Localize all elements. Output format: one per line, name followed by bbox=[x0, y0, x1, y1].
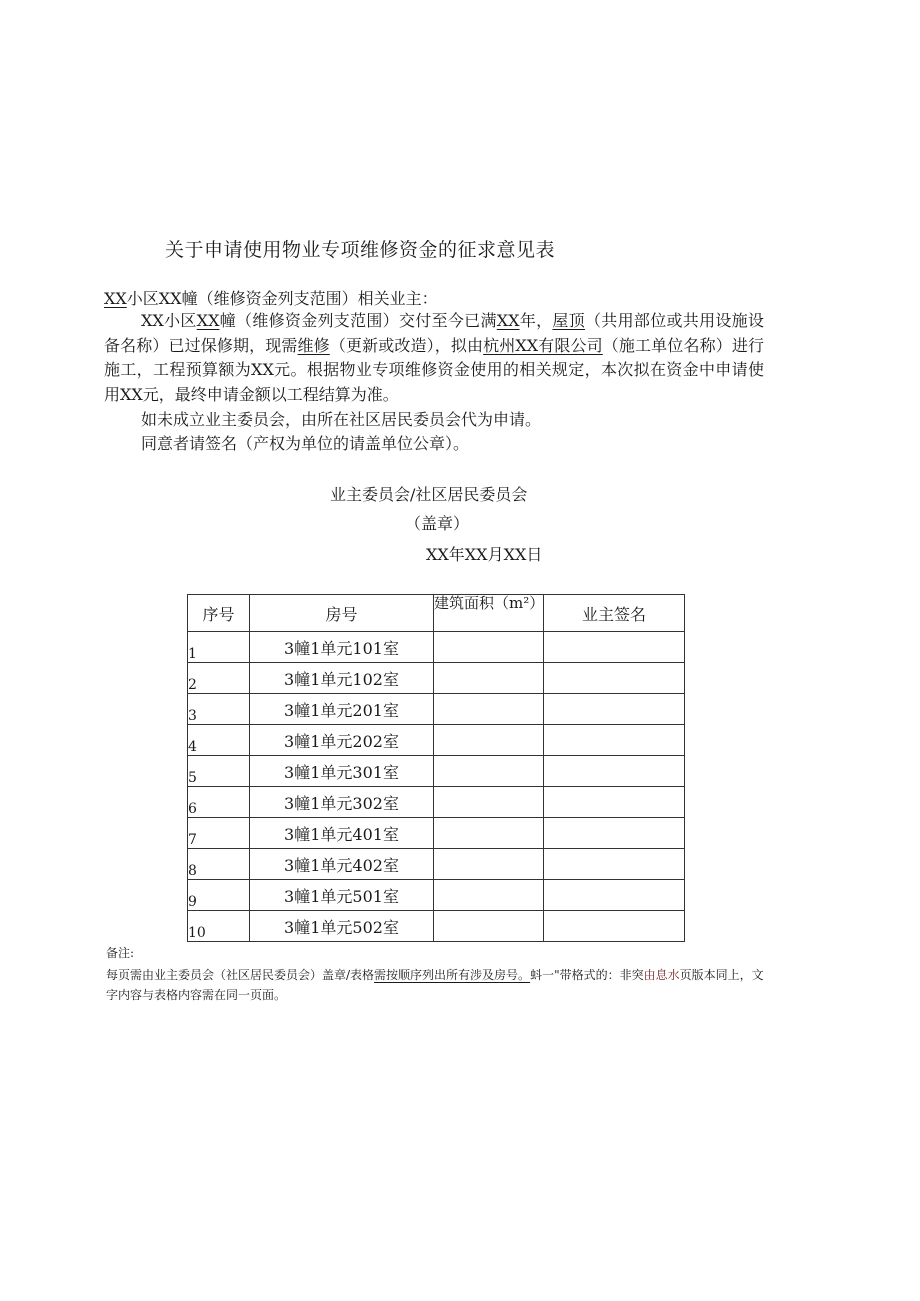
cell-area bbox=[434, 880, 544, 911]
signature-date: XX年XX月XX日 bbox=[426, 545, 543, 564]
header-room: 房号 bbox=[250, 595, 434, 632]
p1-text-3: 年， bbox=[519, 311, 553, 330]
cell-no: 6 bbox=[188, 787, 250, 818]
cell-room: 3幢1单元502室 bbox=[250, 911, 434, 942]
page-title: 关于申请使用物业专项维修资金的征求意见表 bbox=[165, 239, 556, 261]
cell-sign bbox=[544, 818, 685, 849]
table-row bbox=[188, 818, 685, 849]
addressee-line bbox=[104, 286, 438, 309]
owner-signature-table bbox=[187, 594, 685, 942]
signature-organization: 业主委员会/社区居民委员会 bbox=[330, 485, 528, 504]
cell-no: 8 bbox=[188, 849, 250, 880]
cell-room: 3幢1单元202室 bbox=[250, 725, 434, 756]
cell-no: 3 bbox=[188, 694, 250, 725]
cell-area bbox=[434, 756, 544, 787]
note-text-2: 蚪一"带格式的：非突 bbox=[530, 968, 644, 982]
paragraph-signature-note: 同意者请签名（产权为单位的请盖单位公章）。 bbox=[141, 434, 470, 453]
cell-no: 4 bbox=[188, 725, 250, 756]
p1-contractor-field: 杭州XX有限公司 bbox=[483, 335, 603, 355]
cell-area bbox=[434, 632, 544, 663]
p1-text-5: （更新或改造），拟由 bbox=[329, 335, 484, 355]
header-area: 建筑面积（m²） bbox=[434, 595, 544, 632]
cell-room: 3幢1单元201室 bbox=[250, 694, 434, 725]
cell-no: 7 bbox=[188, 818, 250, 849]
addressee-text: 小区XX幢（维修资金列支范围）相关业主： bbox=[126, 289, 438, 308]
cell-room: 3幢1单元302室 bbox=[250, 787, 434, 818]
cell-area bbox=[434, 849, 544, 880]
table-row bbox=[188, 880, 685, 911]
cell-room: 3幢1单元401室 bbox=[250, 818, 434, 849]
cell-sign bbox=[544, 756, 685, 787]
cell-room: 3幢1单元101室 bbox=[250, 632, 434, 663]
p1-text-1: XX小区 bbox=[141, 311, 197, 330]
cell-sign bbox=[544, 632, 685, 663]
cell-area bbox=[434, 725, 544, 756]
note-highlight: 由息水 bbox=[643, 968, 680, 982]
cell-no: 2 bbox=[188, 663, 250, 694]
p1-text-6: （施工单位名称）进行施工，工程预算额为XX元。根据物业专项维修资金使用的相关规定，本次拟在资金中申请使用XX元，最终申请金额以工程结算为准。 bbox=[104, 335, 764, 404]
cell-room: 3幢1单元501室 bbox=[250, 880, 434, 911]
addressee-community: XX bbox=[104, 289, 127, 308]
cell-room: 3幢1单元402室 bbox=[250, 849, 434, 880]
header-sign: 业主签名 bbox=[544, 595, 685, 632]
cell-no: 5 bbox=[188, 756, 250, 787]
table-row bbox=[188, 694, 685, 725]
note-underlined: 需按顺序列出所有涉及房号。 bbox=[374, 968, 531, 982]
cell-sign bbox=[544, 911, 685, 942]
p1-facility-field: 屋顶 bbox=[552, 311, 586, 330]
cell-no: 9 bbox=[188, 880, 250, 911]
cell-sign bbox=[544, 694, 685, 725]
cell-area bbox=[434, 818, 544, 849]
table-row bbox=[188, 725, 685, 756]
note-text-1: 每页需由业主委员会（社区居民委员会）盖章/表格 bbox=[106, 968, 375, 982]
paragraph-application bbox=[104, 309, 764, 407]
cell-area bbox=[434, 787, 544, 818]
table-row bbox=[188, 849, 685, 880]
note-label: 备注: bbox=[106, 946, 135, 960]
cell-sign bbox=[544, 849, 685, 880]
table-row bbox=[188, 911, 685, 942]
note-text-3: 页版本同上，文字内容与表格内容需在同一页面。 bbox=[106, 968, 764, 1002]
table-header-row bbox=[188, 595, 685, 632]
cell-room: 3幢1单元102室 bbox=[250, 663, 434, 694]
cell-area bbox=[434, 911, 544, 942]
table-row bbox=[188, 756, 685, 787]
p1-years-field: XX bbox=[496, 311, 520, 330]
table-row bbox=[188, 632, 685, 663]
p1-text-2: 幢（维修资金列支范围）交付至今已满 bbox=[219, 311, 497, 330]
cell-area bbox=[434, 694, 544, 725]
table-row bbox=[188, 663, 685, 694]
p1-building-field: XX bbox=[196, 311, 220, 330]
cell-area bbox=[434, 663, 544, 694]
cell-sign bbox=[544, 725, 685, 756]
note-text bbox=[106, 965, 766, 1005]
cell-no: 10 bbox=[188, 911, 250, 942]
cell-sign bbox=[544, 880, 685, 911]
header-no: 序号 bbox=[188, 595, 250, 632]
p1-text-4: （共用部位或共用设施设备名称）已过保修期，现需 bbox=[104, 311, 764, 355]
signature-seal: （盖章） bbox=[405, 514, 470, 533]
cell-no: 1 bbox=[188, 632, 250, 663]
p1-work-type-field: 维修 bbox=[297, 335, 330, 355]
table-row bbox=[188, 787, 685, 818]
cell-sign bbox=[544, 663, 685, 694]
paragraph-committee-note: 如未成立业主委员会，由所在社区居民委员会代为申请。 bbox=[141, 410, 542, 429]
cell-sign bbox=[544, 787, 685, 818]
cell-room: 3幢1单元301室 bbox=[250, 756, 434, 787]
